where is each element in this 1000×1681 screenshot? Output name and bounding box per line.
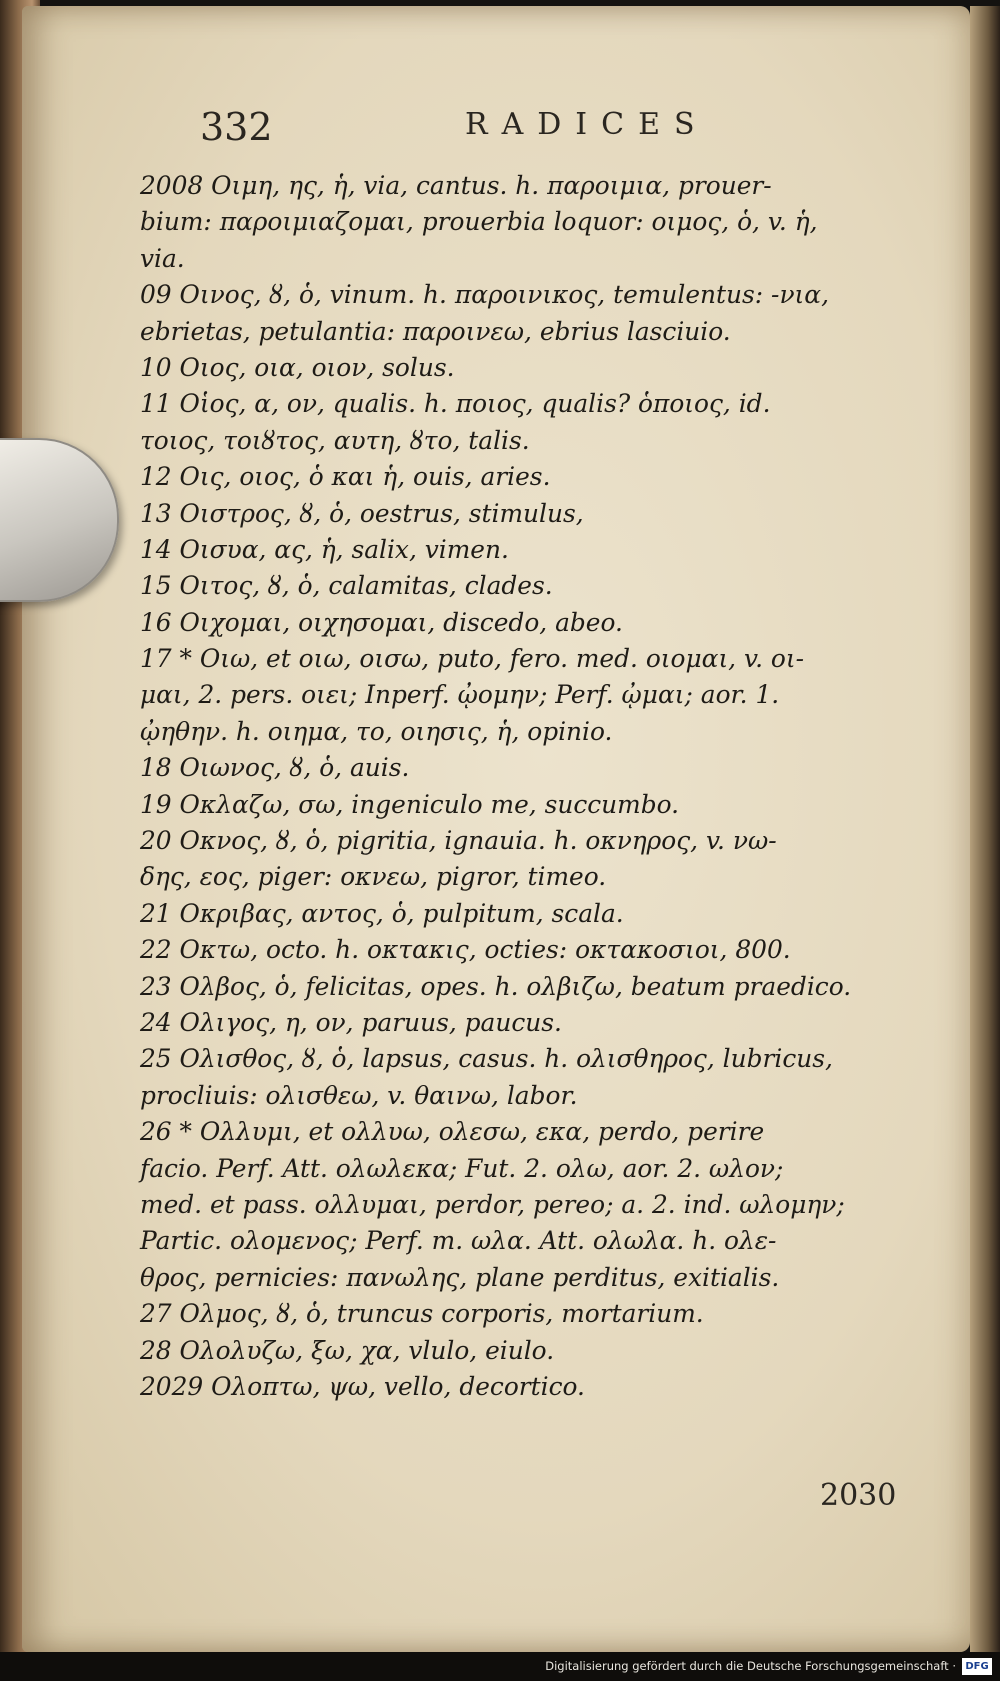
entry-line: Partic. ολομενος; Perf. m. ωλα. Att. ολωλα. h. ολε- <box>140 1226 777 1256</box>
entry-line: facio. Perf. Att. ολωλεκα; Fut. 2. ολω, aor. 2. ωλον; <box>140 1153 784 1183</box>
entry-line: bium: παροιμιαζομαι, prouerbia loquor: οιμος, ὁ, v. ἡ, <box>140 207 818 237</box>
page-number: 332 <box>200 105 273 149</box>
entry-line: 22 Οκτω, octo. h. οκτακις, octies: οκτακοσιοι, 800. <box>140 935 791 965</box>
entry-line: 19 Οκλαζω, σω, ingeniculo me, succumbo. <box>140 789 680 819</box>
entry-line: 13 Οιστρος, ȣ, ὁ, oestrus, stimulus, <box>140 498 584 528</box>
entry-line: 14 Οισυα, ας, ἡ, salix, vimen. <box>140 534 509 564</box>
entry-line: ᾠηθην. h. οιημα, το, οιησις, ἡ, opinio. <box>140 716 613 746</box>
entry-line: 20 Οκνος, ȣ, ὁ, pigritia, ignauia. h. οκνηρος, v. νω- <box>140 826 777 856</box>
entry-line: 2008 Οιμη, ης, ἡ, via, cantus. h. παροιμια, prouer- <box>140 171 772 200</box>
entry-line: med. et pass. ολλυμαι, perdor, pereo; a. 2. ind. ωλομην; <box>140 1189 845 1219</box>
entry-line: 27 Ολμος, ȣ, ὁ, truncus corporis, mortarium. <box>140 1299 704 1329</box>
entry-line: μαι, 2. pers. οιει; Inperf. ᾠομην; Perf. ᾠμαι; aor. 1. <box>140 680 780 710</box>
entry-line: 25 Ολισθος, ȣ, ὁ, lapsus, casus. h. ολισθηρος, lubricus, <box>140 1044 833 1074</box>
entry-line: θρος, pernicies: πανωλης, plane perditus, exitialis. <box>140 1262 780 1292</box>
dfg-logo: DFG <box>962 1658 992 1675</box>
entry-line: 28 Ολολυζω, ξω, χα, vlulo, eiulo. <box>140 1335 555 1365</box>
entry-line: 16 Οιχομαι, οιχησομαι, discedo, abeo. <box>140 607 623 637</box>
entry-line: 11 Οἱος, α, ον, qualis. h. ποιος, qualis? ὁποιος, id. <box>140 389 771 419</box>
entry-line: 18 Οιωνος, ȣ, ὁ, auis. <box>140 753 410 783</box>
entry-line: ebrietas, petulantia: παροινεω, ebrius lasciuio. <box>140 316 731 346</box>
entry-line: τοιος, τοιȣτος, αυτη, ȣτο, talis. <box>140 425 530 455</box>
entry-line: 15 Οιτος, ȣ, ὁ, calamitas, clades. <box>140 571 553 601</box>
entry-line: 23 Ολβος, ὁ, felicitas, opes. h. ολβιζω, beatum praedico. <box>140 971 852 1001</box>
entry-line: 24 Ολιγος, η, ον, paruus, paucus. <box>140 1007 562 1037</box>
entry-line: 12 Οις, οιος, ὁ και ἡ, ouis, aries. <box>140 462 551 492</box>
entry-line: δης, εος, piger: οκνεω, pigror, timeo. <box>140 862 607 892</box>
entry-line: 10 Οιος, οια, οιον, solus. <box>140 352 455 382</box>
entry-line: 09 Οινος, ȣ, ὁ, vinum. h. παροινικος, temulentus: -νια, <box>140 280 829 310</box>
entry-line: 2029 Ολοπτω, ψω, vello, decortico. <box>140 1371 585 1401</box>
entry-line: 21 Οκριβας, αντος, ὁ, pulpitum, scala. <box>140 898 624 928</box>
entry-line: 26 * Ολλυμι, et ολλυω, ολεσω, εκα, perdo, perire <box>140 1117 765 1147</box>
running-head <box>200 105 940 155</box>
entry-line: 17 * Οιω, et οιω, οισω, puto, fero. med. οιομαι, v. οι- <box>140 644 804 674</box>
book-gutter <box>970 6 1000 1652</box>
running-title: RADICES <box>465 107 709 142</box>
catchword: 2030 <box>820 1478 897 1513</box>
entry-line: via. <box>140 243 185 273</box>
entry-line: procliuis: ολισθεω, v. θαινω, labor. <box>140 1080 578 1110</box>
digitization-credit: Digitalisierung gefördert durch die Deutsche Forschungsgemeinschaft · <box>545 1659 956 1673</box>
dictionary-entries <box>140 168 960 1405</box>
footer-bar <box>0 1652 1000 1681</box>
